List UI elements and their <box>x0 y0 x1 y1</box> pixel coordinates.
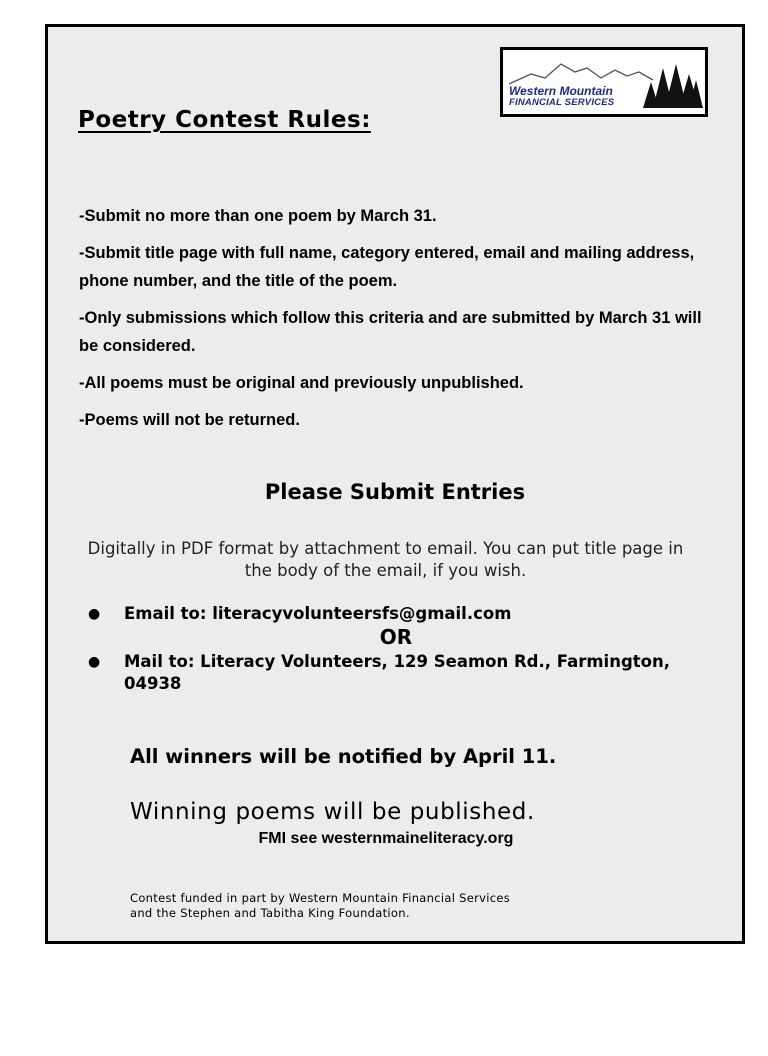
rules-list <box>79 202 719 443</box>
funding-line-2: and the Stephen and Tabitha King Foundation. <box>130 906 410 920</box>
published-notice: Winning poems will be published. <box>130 799 535 825</box>
submit-description: Digitally in PDF format by attachment to email. You can put title page in the body of the email, if you wish. <box>87 539 684 580</box>
flyer-panel <box>45 24 745 944</box>
funding-line-1: Contest funded in part by Western Mountain Financial Services <box>130 891 511 905</box>
logo-text <box>509 86 614 108</box>
sponsor-logo <box>500 47 708 117</box>
or-separator: OR <box>379 625 413 649</box>
email-text: Email to: literacyvolunteersfs@gmail.com <box>124 604 512 623</box>
submission-methods <box>86 603 706 695</box>
winners-notice: All winners will be notified by April 11. <box>130 745 557 768</box>
rule-item: -Poems will not be returned. <box>79 411 300 429</box>
email-method <box>86 603 706 625</box>
rule-item: -Submit no more than one poem by March 31. <box>79 207 437 225</box>
fmi-link-text: FMI see westernmaineliteracy.org <box>258 830 514 847</box>
submit-heading: Please Submit Entries <box>264 480 526 504</box>
mail-text: Mail to: Literacy Volunteers, 129 Seamon Rd., Farmington, 04938 <box>124 652 670 693</box>
rule-item: -Submit title page with full name, category entered, email and mailing address, phone number, and the title of the poem. <box>79 244 695 290</box>
logo-line-2: FINANCIAL SERVICES <box>509 97 615 108</box>
logo-line-1: Western Mountain <box>509 84 613 98</box>
mail-method <box>86 651 706 695</box>
rule-item: -All poems must be original and previously unpublished. <box>79 374 524 392</box>
bullet-icon: ● <box>88 606 101 622</box>
rule-item: -Only submissions which follow this criteria and are submitted by March 31 will be considered. <box>79 309 702 355</box>
funding-note <box>130 891 510 921</box>
page-title: Poetry Contest Rules: <box>78 107 371 133</box>
bullet-icon: ● <box>88 654 101 670</box>
